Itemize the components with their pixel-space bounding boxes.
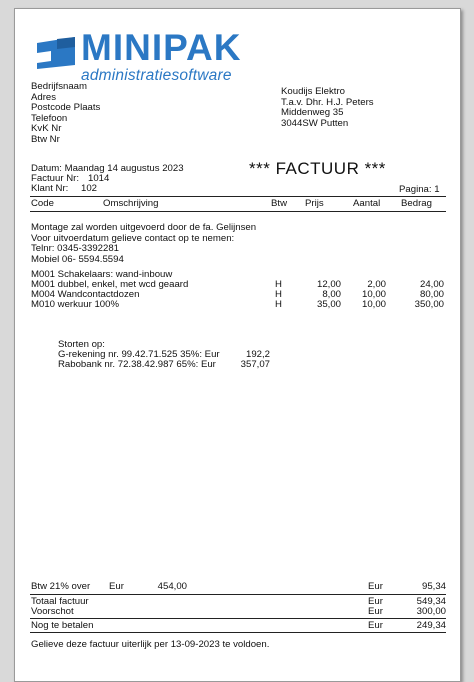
- client-number: 102: [81, 183, 98, 194]
- invoice-date: Datum: Maandag 14 augustus 2023: [31, 163, 184, 174]
- column-amount: Bedrag: [401, 198, 432, 209]
- invoice-number-label: Factuur Nr:: [31, 173, 79, 184]
- line-item-description: M004 Wandcontactdozen: [31, 289, 140, 300]
- line-item-price: 35,00: [316, 299, 341, 310]
- payment-heading: Storten op:: [58, 339, 105, 350]
- sender-line: KvK Nr: [31, 123, 62, 134]
- line-item-btw: H: [275, 299, 282, 310]
- column-code: Code: [31, 198, 54, 209]
- logo-tagline: administratiesoftware: [81, 67, 232, 84]
- payment-account-amount: 357,07: [240, 359, 270, 370]
- invoice-number: 1014: [88, 173, 110, 184]
- line-item-price: 12,00: [316, 279, 341, 290]
- line-item-amount: 80,00: [419, 289, 444, 300]
- total-currency: Eur: [368, 596, 383, 607]
- btw-label: Btw 21% over: [31, 581, 91, 592]
- sender-block: [31, 82, 100, 145]
- payment-account-text: G-rekening nr. 99.42.71.525 35%: Eur: [58, 349, 220, 360]
- sender-line: Btw Nr: [31, 133, 60, 145]
- client-number-label: Klant Nr:: [31, 183, 69, 194]
- group-heading: M001 Schakelaars: wand-inbouw: [31, 269, 173, 280]
- note-line: Telnr: 0345-3392281: [31, 243, 120, 254]
- sender-line: Postcode Plaats: [31, 102, 101, 113]
- advance-label: Voorschot: [31, 606, 74, 617]
- line-item-quantity: 2,00: [367, 279, 386, 290]
- header-top-rule: [30, 196, 446, 197]
- column-quantity: Aantal: [353, 198, 381, 209]
- due-amount: 249,34: [416, 620, 446, 631]
- note-line: Mobiel 06- 5594.5594: [31, 253, 124, 265]
- line-item-description: M010 werkuur 100%: [31, 299, 119, 310]
- line-item-price: 8,00: [322, 289, 341, 300]
- line-item-btw: H: [275, 279, 282, 290]
- line-item-quantity: 10,00: [361, 289, 386, 300]
- column-description: Omschrijving: [103, 198, 159, 209]
- btw-amount: 95,34: [421, 581, 446, 592]
- minipak-logo-icon: [35, 35, 79, 71]
- line-item-quantity: 10,00: [361, 299, 386, 310]
- note-line: Voor uitvoerdatum gelieve contact op te nemen:: [31, 232, 235, 244]
- recipient-block: [281, 87, 374, 129]
- page-number: Pagina: 1: [399, 184, 440, 195]
- sender-line: Adres: [31, 91, 57, 103]
- due-label: Nog te betalen: [31, 620, 94, 631]
- invoice-page: [14, 8, 461, 682]
- btw-currency-2: Eur: [368, 581, 383, 592]
- invoice-title: *** FACTUUR ***: [249, 159, 386, 178]
- recipient-line: 3044SW Putten: [281, 117, 349, 129]
- column-btw: Btw: [271, 198, 287, 209]
- btw-currency: Eur: [109, 581, 124, 592]
- btw-base-amount: 454,00: [157, 581, 187, 592]
- note-line: Montage zal worden uitgevoerd door de fa. Gelijnsen: [31, 222, 257, 233]
- total-amount: 549,34: [416, 596, 446, 607]
- sender-line: Bedrijfsnaam: [31, 81, 87, 92]
- advance-amount: 300,00: [416, 606, 446, 617]
- line-item-amount: 24,00: [419, 279, 444, 290]
- recipient-line: Middenweg 35: [281, 107, 344, 118]
- totals-rule-2: [30, 618, 446, 619]
- line-item-description: M001 dubbel, enkel, met wcd geaard: [31, 279, 189, 290]
- line-item-amount: 350,00: [414, 299, 444, 310]
- recipient-line: T.a.v. Dhr. H.J. Peters: [281, 96, 374, 108]
- payment-account-amount: 192,2: [245, 349, 270, 360]
- logo-name: MINIPAK: [81, 27, 242, 68]
- payment-deadline-note: Gelieve deze factuur uiterlijk per 13-09-2023 te voldoen.: [31, 639, 270, 650]
- totals-rule-1: [30, 594, 446, 595]
- due-currency: Eur: [368, 620, 383, 631]
- payment-account-text: Rabobank nr. 72.38.42.987 65%: Eur: [58, 359, 216, 370]
- totals-rule-3: [30, 632, 446, 633]
- advance-currency: Eur: [368, 606, 383, 617]
- header-bottom-rule: [30, 211, 446, 212]
- notes-block: [31, 223, 256, 265]
- line-item-btw: H: [275, 289, 282, 300]
- total-label: Totaal factuur: [31, 596, 89, 607]
- sender-line: Telefoon: [31, 112, 68, 124]
- column-price: Prijs: [305, 198, 324, 209]
- recipient-line: Koudijs Elektro: [281, 86, 345, 97]
